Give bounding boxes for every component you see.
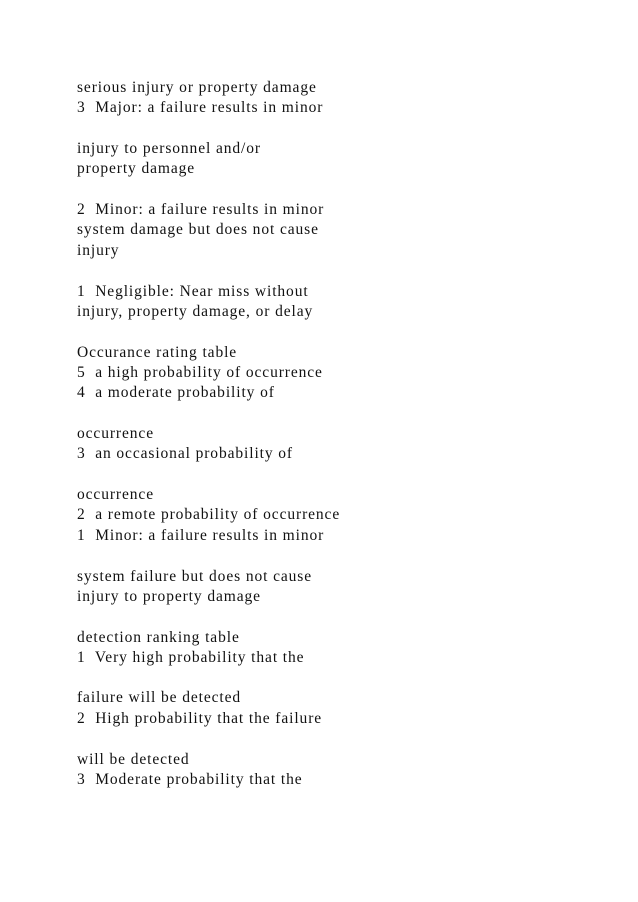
section-heading: Occurance rating table [77,344,238,361]
text-line: property damage [77,160,196,177]
text-line: occurrence [77,425,154,442]
text-line: 2 High probability that the failure [77,710,323,727]
text-line: 2 Minor: a failure results in minor [77,201,325,218]
text-line: will be detected [77,751,190,768]
text-line: injury to property damage [77,588,261,605]
text-line: 1 Very high probability that the [77,649,305,666]
text-line: 3 Moderate probability that the [77,771,303,788]
text-line: system damage but does not cause [77,221,319,238]
text-line: injury [77,242,120,259]
text-line: 2 a remote probability of occurrence [77,506,341,523]
text-line: failure will be detected [77,689,242,706]
text-line: 3 an occasional probability of [77,445,293,462]
text-line: 1 Negligible: Near miss without [77,283,309,300]
section-heading: detection ranking table [77,629,240,646]
text-line: 1 Minor: a failure results in minor [77,527,325,544]
text-line: injury to personnel and/or [77,140,261,157]
text-line: 5 a high probability of occurrence [77,364,323,381]
text-line: serious injury or property damage [77,79,317,96]
text-line: 4 a moderate probability of [77,384,275,401]
text-line: system failure but does not cause [77,568,313,585]
text-line: 3 Major: a failure results in minor [77,99,324,116]
text-line: injury, property damage, or delay [77,303,314,320]
text-line: occurrence [77,486,154,503]
